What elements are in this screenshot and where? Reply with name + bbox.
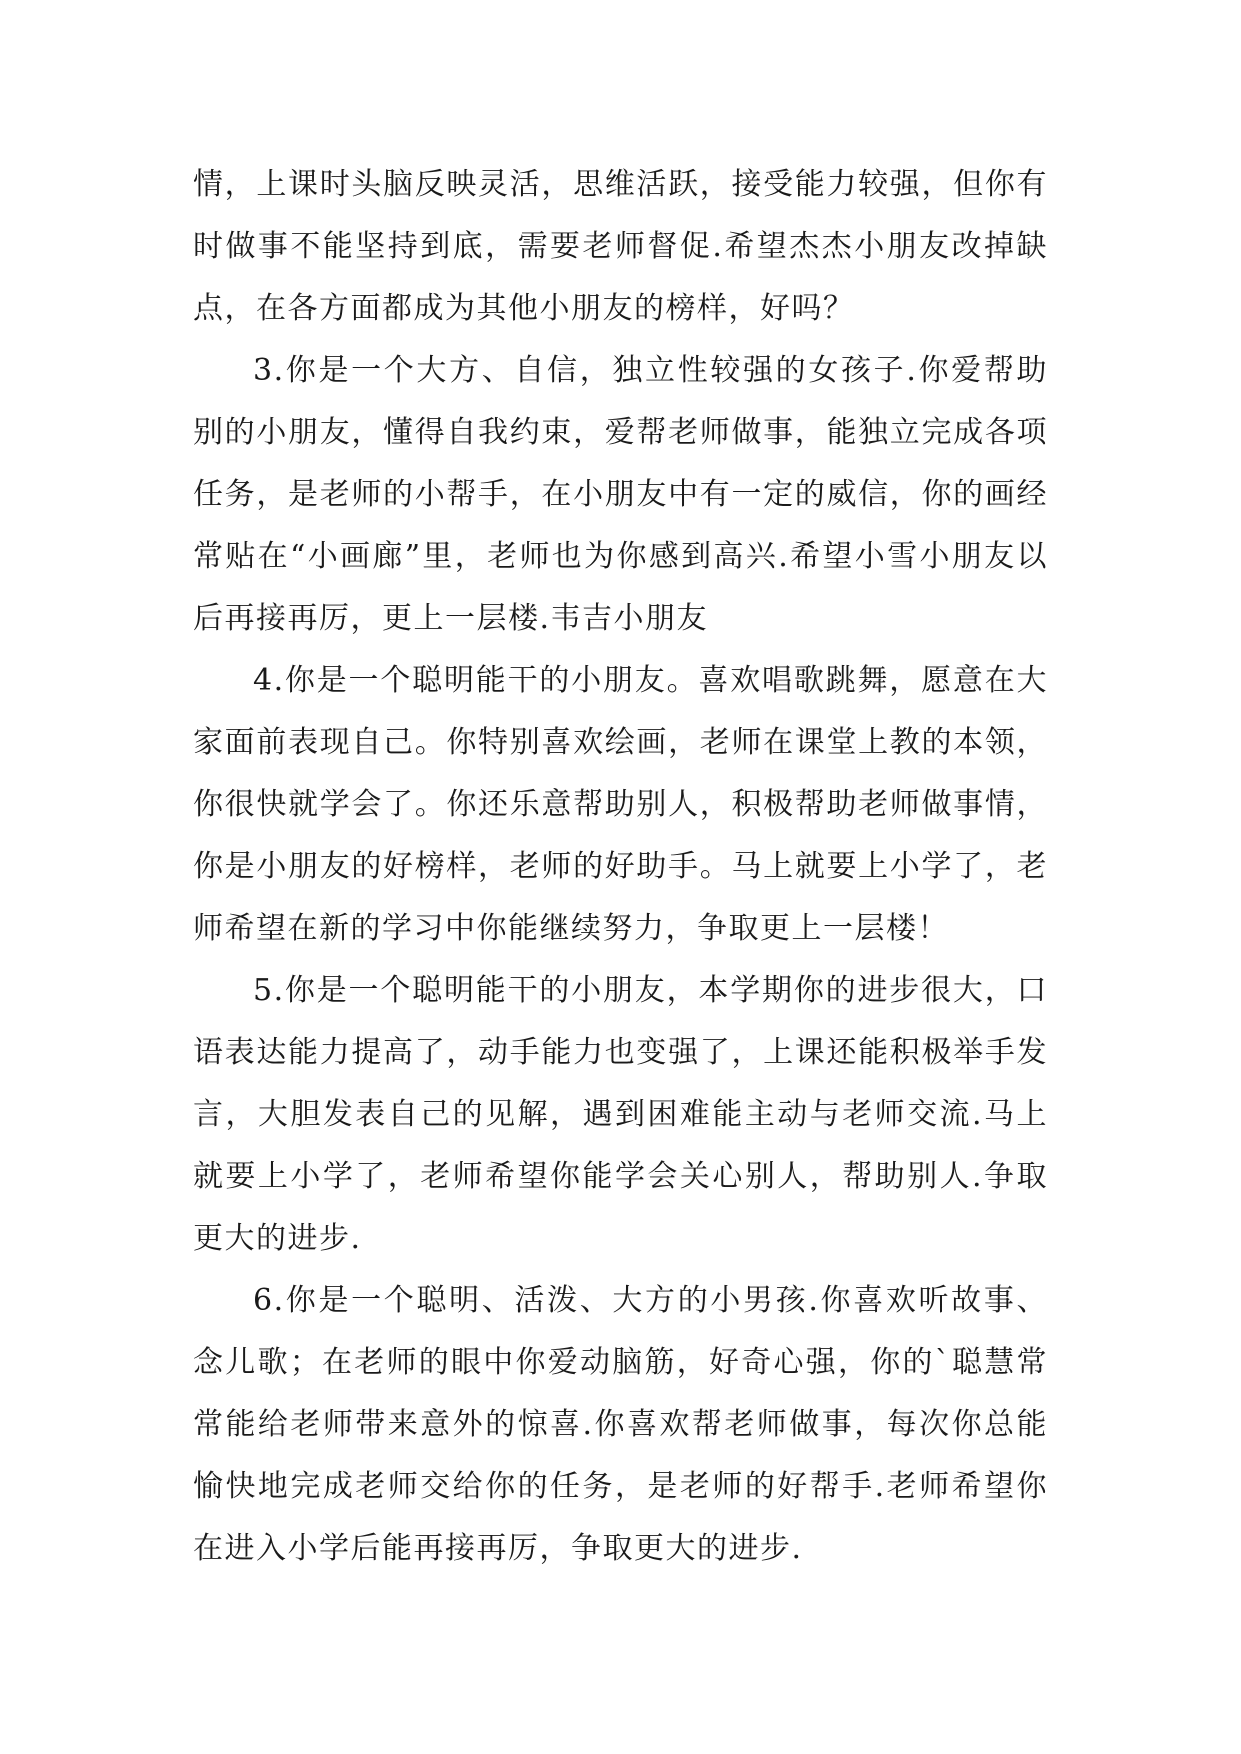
document-body — [193, 154, 1048, 1580]
paragraph-item-5: 5.你是一个聪明能干的小朋友，本学期你的进步很大，口语表达能力提高了，动手能力也变强了，上课还能积极举手发言，大胆发表自己的见解，遇到困难能主动与老师交流.马上就要上小学了，老师希望你能学会关心别人，帮助别人.争取更大的进步. — [193, 973, 1048, 1256]
paragraph-item-4: 4.你是一个聪明能干的小朋友。喜欢唱歌跳舞，愿意在大家面前表现自己。你特别喜欢绘画，老师在课堂上教的本领，你很快就学会了。你还乐意帮助别人，积极帮助老师做事情，你是小朋友的好榜样，老师的好助手。马上就要上小学了，老师希望在新的学习中你能继续努力，争取更上一层楼！ — [193, 663, 1048, 946]
paragraph-item-3: 3.你是一个大方、自信，独立性较强的女孩子.你爱帮助别的小朋友，懂得自我约束，爱帮老师做事，能独立完成各项任务，是老师的小帮手，在小朋友中有一定的威信，你的画经常贴在“小画廊”里，老师也为你感到高兴.希望小雪小朋友以后再接再厉，更上一层楼.韦吉小朋友 — [193, 353, 1048, 636]
paragraph-continued: 情，上课时头脑反映灵活，思维活跃，接受能力较强，但你有时做事不能坚持到底，需要老师督促.希望杰杰小朋友改掉缺点，在各方面都成为其他小朋友的榜样，好吗？ — [193, 167, 1048, 326]
paragraph-item-6: 6.你是一个聪明、活泼、大方的小男孩.你喜欢听故事、念儿歌；在老师的眼中你爱动脑筋，好奇心强，你的`聪慧常常能给老师带来意外的惊喜.你喜欢帮老师做事，每次你总能愉快地完成老师交给你的任务，是老师的好帮手.老师希望你在进入小学后能再接再厉，争取更大的进步. — [193, 1283, 1048, 1566]
